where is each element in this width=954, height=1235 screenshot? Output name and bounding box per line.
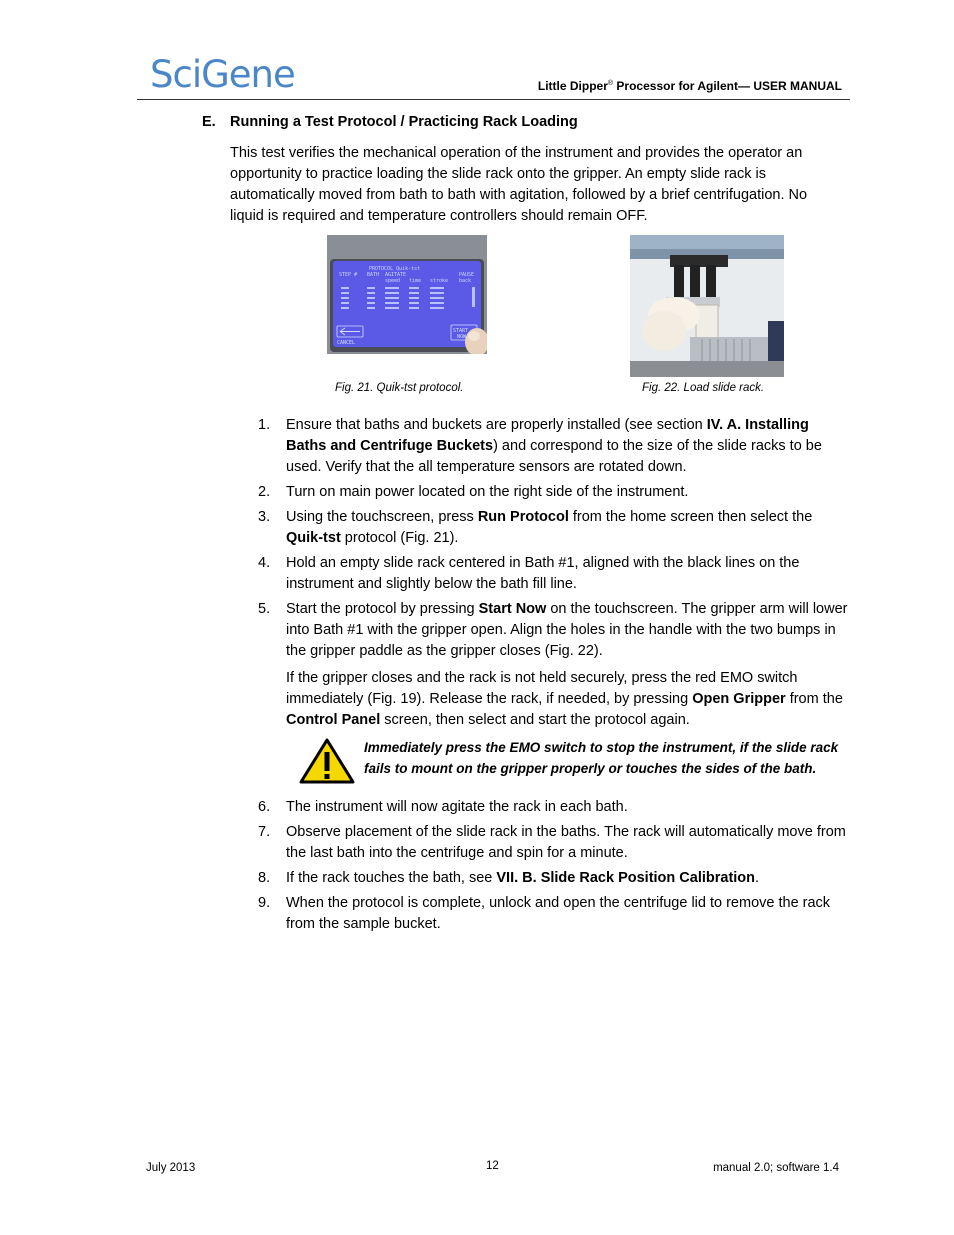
warning-text: Immediately press the EMO switch to stop the instrument, if the slide rack fails to mount on the gripper properly or touches the sides of the bath. (364, 740, 839, 776)
section-reference: VII. B. Slide Rack Position Calibration (496, 870, 756, 886)
step-1 (258, 415, 848, 478)
step-5-note (286, 668, 848, 731)
ui-term: Control Panel (286, 712, 381, 728)
note-text: from the (785, 691, 843, 707)
step-text: ) and correspond to the size of the slide racks to be used. Verify that the all temperature sensors are rotated down. (286, 438, 822, 475)
step-number: 9. (258, 895, 271, 911)
step-number: 7. (258, 824, 271, 840)
step-7 (258, 822, 848, 864)
screen-start-label: START (453, 328, 469, 334)
step-text: on the touchscreen. The gripper arm will lower into Bath #1 with the gripper open. Align the holes in the handle with the two bumps in the gripper paddle as the gripper closes (Fig. 22). (286, 601, 848, 659)
screen-title: PROTOCOL Quik-tst (369, 266, 421, 272)
step-number: 3. (258, 509, 271, 525)
step-text: Using the touchscreen, press (286, 509, 478, 525)
screen-col-step: STEP # (339, 272, 358, 278)
note-text: screen, then select and start the protocol again. (380, 712, 690, 728)
section-title: Running a Test Protocol / Practicing Rack Loading (230, 114, 578, 130)
step-number: 5. (258, 601, 271, 617)
section-letter: E. (202, 114, 216, 130)
figure-21-touchscreen-photo (327, 235, 487, 354)
footer-date: July 2013 (146, 1162, 196, 1174)
step-text: from the home screen then select the (568, 509, 813, 525)
ui-term: Run Protocol (477, 509, 569, 525)
manual-title (538, 79, 842, 93)
step-text: When the protocol is complete, unlock and open the centrifuge lid to remove the rack from the sample bucket. (286, 895, 831, 932)
step-6 (258, 797, 848, 818)
screen-col-back: back (459, 278, 472, 284)
step-number: 1. (258, 417, 271, 433)
footer-version: manual 2.0; software 1.4 (713, 1162, 839, 1174)
screen-col-stroke: stroke (430, 278, 449, 284)
intro-paragraph: This test verifies the mechanical operation of the instrument and provides the operator an opportunity to practice loading the slide rack onto the gripper. An empty slide rack is automatically moved from bath to bath with agitation, followed by a brief centrifugation. No liquid is required and temperature controllers should remain OFF. (230, 145, 808, 224)
step-number: 6. (258, 799, 271, 815)
ui-term: Quik-tst (286, 530, 341, 546)
step-number: 8. (258, 870, 271, 886)
step-5 (258, 599, 848, 785)
product-name: Little Dipper (537, 79, 608, 93)
step-text: Turn on main power located on the right side of the instrument. (286, 484, 689, 500)
page-number: 12 (486, 1160, 499, 1172)
step-text: Observe placement of the slide rack in the baths. The rack will automatically move from the last bath into the centrifuge and spin for a minute. (286, 824, 846, 861)
step-text: . (755, 870, 760, 886)
step-3 (258, 507, 848, 549)
step-text: Start the protocol by pressing (286, 601, 479, 617)
touchscreen-illustration (327, 235, 487, 354)
step-number: 4. (258, 555, 271, 571)
screen-col-time: time (409, 278, 422, 284)
warning-icon (298, 737, 356, 785)
figure-22-rack-photo (630, 235, 784, 377)
step-text: Ensure that baths and buckets are properly installed (see section (286, 417, 707, 433)
note-text: If the gripper closes and the rack is not held securely, press the red EMO switch immediately (Fig. 19). Release the rack, if needed, by pressing (286, 670, 798, 707)
step-9 (258, 893, 848, 935)
registered-mark: ® (607, 80, 614, 87)
warning-callout (286, 737, 848, 785)
step-number: 2. (258, 484, 271, 500)
ui-term: Open Gripper (692, 691, 786, 707)
scigene-logo: SciGene (150, 53, 295, 96)
figure-21-caption: Fig. 21. Quik-tst protocol. (335, 382, 464, 394)
ui-term: Start Now (478, 601, 547, 617)
screen-now-label: NOW (457, 334, 467, 340)
figure-22-caption: Fig. 22. Load slide rack. (642, 382, 765, 394)
step-4 (258, 553, 848, 595)
header-divider (137, 99, 850, 100)
section-heading (202, 114, 578, 130)
step-text: protocol (Fig. 21). (340, 530, 459, 546)
screen-cancel-label: CANCEL (337, 340, 356, 346)
step-text: If the rack touches the bath, see (286, 870, 497, 886)
step-text: The instrument will now agitate the rack in each bath. (286, 799, 628, 815)
step-8 (258, 868, 848, 889)
step-text: Hold an empty slide rack centered in Bath #1, aligned with the black lines on the instrument and slightly below the bath fill line. (286, 555, 800, 592)
procedure-steps (258, 415, 848, 939)
screen-agitate-label: AGITATE (385, 272, 407, 278)
step-2 (258, 482, 848, 503)
screen-col-speed: speed (385, 278, 401, 284)
section-reference: IV. A. Installing Baths and Centrifuge Buckets (286, 417, 809, 454)
screen-col-bath: BATH (367, 272, 380, 278)
screen-col-pause: PAUSE (459, 272, 475, 278)
manual-title-suffix: Processor for Agilent— USER MANUAL (613, 79, 842, 93)
rack-loading-illustration (630, 235, 784, 377)
